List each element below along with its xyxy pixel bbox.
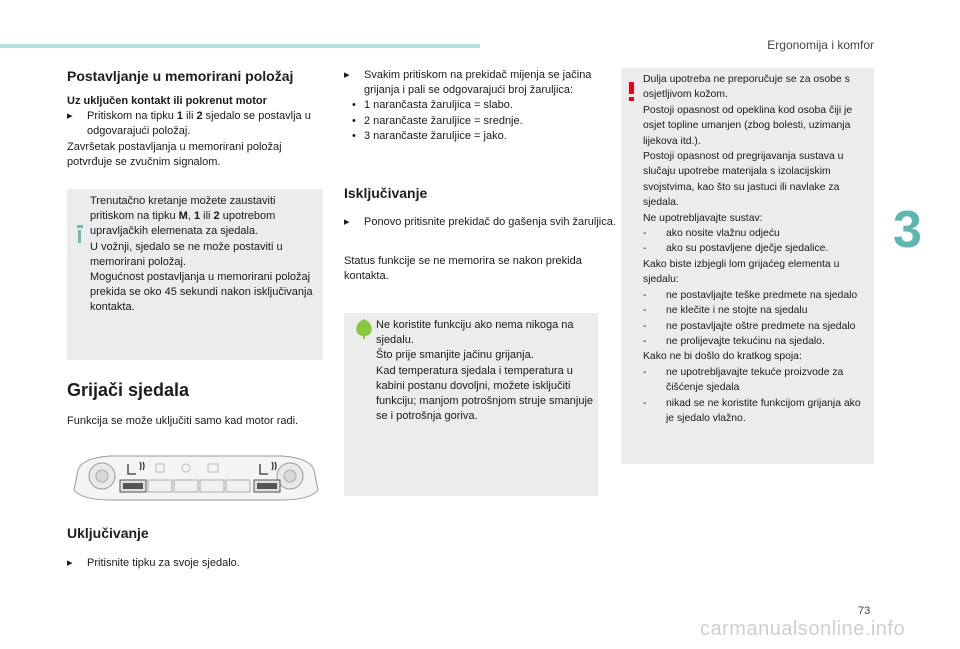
leaf-icon [354,318,374,340]
arrow-icon: ▸ [67,557,73,569]
warn-p3: Postoji opasnost od pregrijavanja sustava u slučaju upotrebe materijala s izolacijskim svojstvima, kao što su jastuci ili navlake za sjedala. [643,151,844,209]
on-step: ▸ Pritisnite tipku za svoje sjedalo. [67,556,343,571]
memory-end-text: Završetak postavljanja u memorirani položaj potvrđuje se zvučnim signalom. [67,140,282,168]
warn-p2: Postoji opasnost od opeklina kod osoba čiji je osjet topline umanjen (zbog bolesti, uzimanja lijekova itd.). [643,104,853,147]
off-title: Isključivanje [344,185,428,201]
warn-p1: Dulja upotreba ne preporučuje se za osobe s osjetljivom kožom. [643,74,850,101]
level-item: • 2 narančaste žaruljice = srednje. [352,114,523,127]
off-step: ▸ Ponovo pritisnite prekidač do gašenja svih žaruljica. [344,215,618,230]
eco-line3: Kad temperatura sjedala i temperatura u kabini postanu dovoljni, možete isključiti funkciju; manjom potrošnjom struje smanjuje se i potrošnja goriva. [376,364,594,423]
info-line3: Mogućnost postavljanja u memorirani položaj prekida se oko 45 sekundi nakon isključivanja kontakta. [90,271,313,314]
warn-list-item: - ne upotrebljavajte tekuće proizvode za čišćenje sjedala [643,366,844,394]
eco-line2: Što prije smanjite jačinu grijanja. [376,349,534,362]
heaters-title: Grijači sjedala [67,380,190,400]
heaters-text: Funkcija se može uključiti samo kad motor radi. [67,415,299,427]
arrow-icon: ▸ [67,110,73,123]
chapter-number: 3 [893,201,922,259]
memory-title: Postavljanje u memorirani položaj [67,68,294,84]
info-icon [78,230,81,243]
page-number: 73 [858,605,871,617]
warn-p6: Kako ne bi došlo do kratkog spoja: [643,351,802,363]
level-item: • 3 narančaste žaruljice = jako. [352,129,507,142]
status-text: Status funkcije se ne memorira se nakon prekida kontakta. [344,255,582,283]
warn-list-item: - ako su postavljene dječje sjedalice. [643,243,829,255]
warning-box [621,68,874,464]
warn-p5: Kako biste izbjegli lom grijaćeg elementa u sjedalu: [643,258,840,286]
watermark: carmanualsonline.info [700,618,906,640]
warn-list-item: - ne klečite i ne stojte na sjedalu [643,305,808,317]
info-line1: Trenutačno kretanje možete zaustaviti pritiskom na tipku M, 1 ili 2 upotrebom upravljačkih elemenata za sjedala. [90,195,276,238]
level-item: • 1 narančasta žaruljica = slabo. [352,99,513,112]
on-title: Uključivanje [67,525,149,541]
column-middle [344,68,598,144]
arrow-icon: ▸ [344,216,350,228]
eco-line1: Ne koristite funkciju ako nema nikoga na sjedalu. [376,319,574,347]
warn-list-item: - nikad se ne koristite funkcijom grijanja ako je sjedalo vlažno. [643,397,861,424]
memory-subtitle: Uz uključen kontakt ili pokrenut motor [67,95,267,107]
press-step: ▸ Svakim pritiskom na prekidač mijenja se jačina grijanja i pali se odgovarajući broj žaruljica: [344,69,592,97]
info-line2: U vožnji, sjedalo se ne može postaviti u memorirani položaj. [90,240,283,268]
warn-list-item: - ne prolijevajte tekućinu na sjedalo. [643,335,825,347]
warn-p4: Ne upotrebljavajte sustav: [643,212,763,224]
column-left [67,68,323,170]
eco-box [344,313,598,496]
warn-list-item: - ne postavljajte teške predmete na sjedalo [643,289,858,301]
arrow-icon: ▸ [344,69,350,81]
header-accent-bar [0,44,480,48]
section-title: Ergonomija i komfor [767,38,874,52]
seat-heater-panel-illustration [70,450,322,506]
warn-list-item: - ne postavljajte oštre predmete na sjedalo [643,320,856,332]
info-box [67,189,323,360]
memory-step: ▸ Pritiskom na tipku 1 ili 2 sjedalo se postavlja u odgovarajući položaj. [67,110,311,138]
warn-list-item: - ako nosite vlažnu odjeću [643,228,780,240]
warning-icon [629,82,634,94]
